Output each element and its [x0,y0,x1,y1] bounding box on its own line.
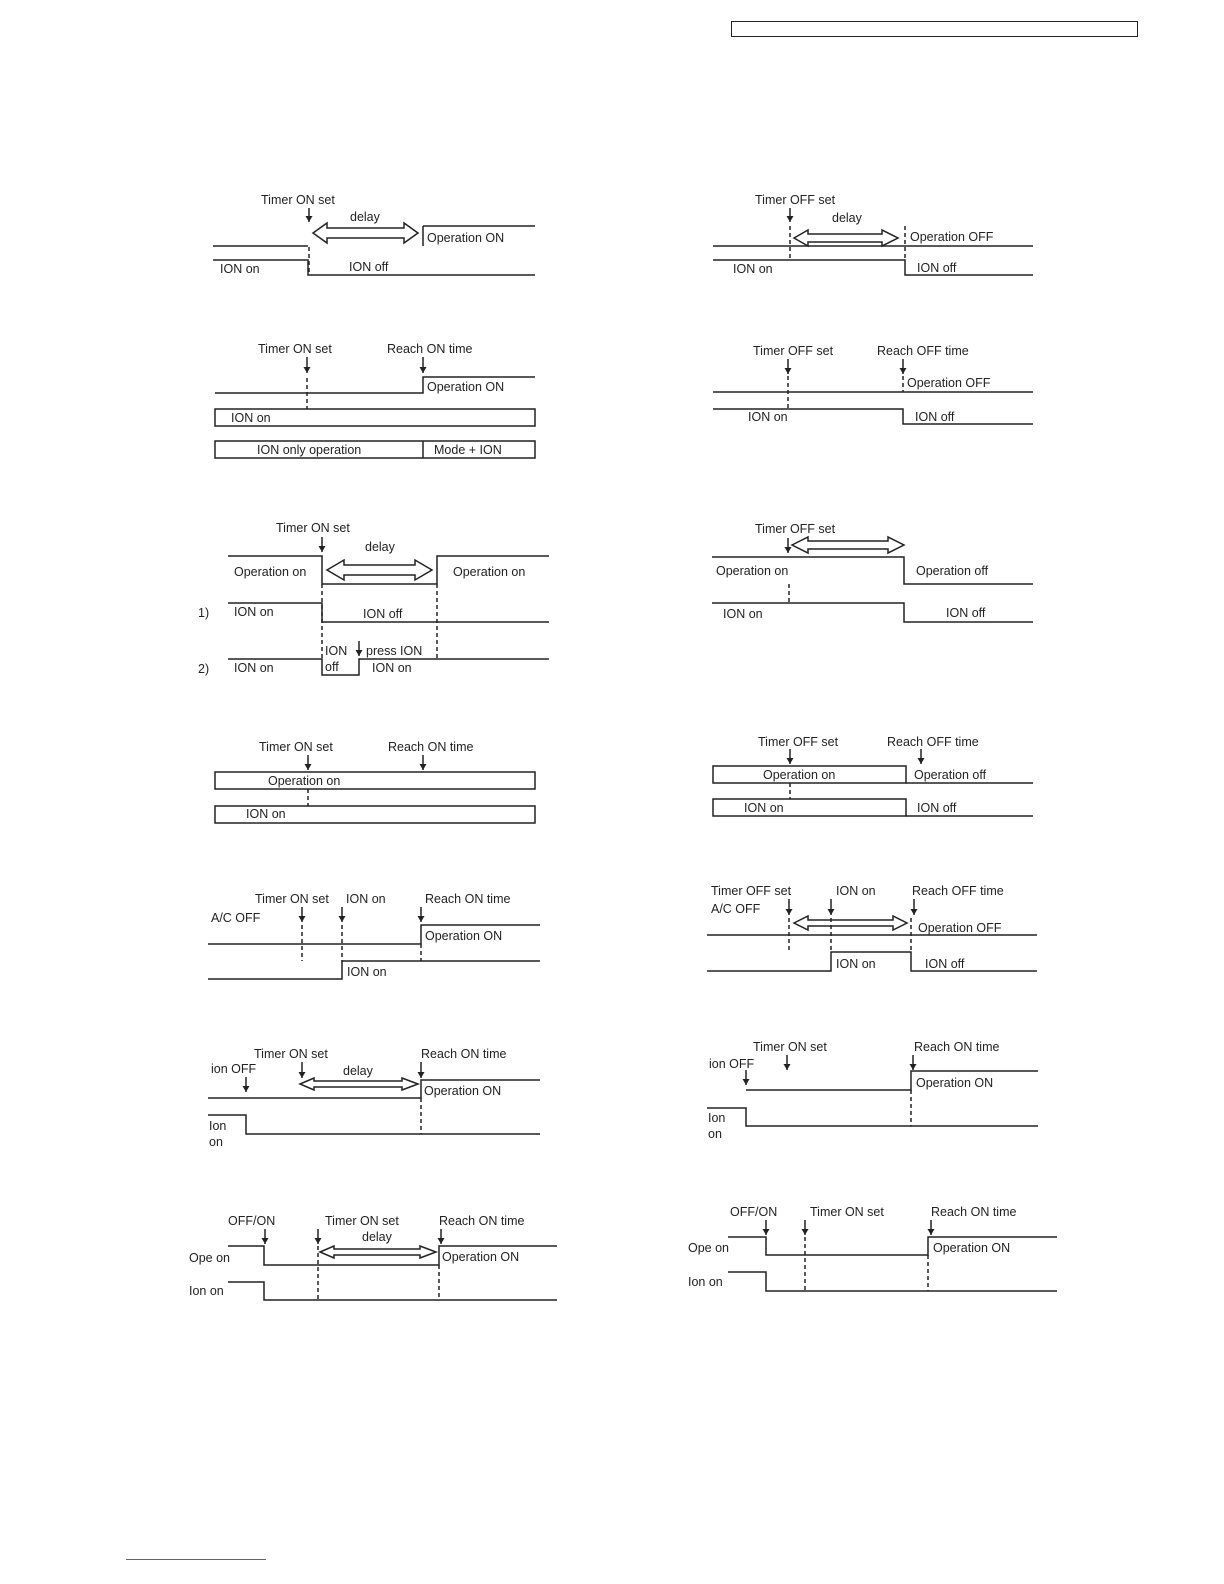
label-ion-on: ION on [234,605,274,619]
label-ion-off: ION off [363,607,403,621]
label-operation: Operation OFF [907,376,991,390]
label-delay: delay [350,210,380,224]
label-case-1: 1) [198,606,210,620]
label-delay: delay [832,211,862,225]
label-reach: Reach OFF time [877,344,969,358]
label-operation: Operation ON [933,1241,1011,1255]
label-timer-set: Timer ON set [325,1214,399,1228]
label-ion-on: ION on [744,801,784,815]
label-ion-on: ION on [347,965,387,979]
label-operation: Operation ON [425,929,503,943]
label-ion-on: ION on [231,411,271,425]
label-operation: Operation ON [427,231,505,245]
label-ion-on: ION on [733,262,773,276]
label-ion-on-event: ION on [346,892,386,906]
label-ion-on: ION on [748,410,788,424]
label-timer-set: Timer ON set [276,521,350,535]
label-timer-set: Timer ON set [258,342,332,356]
label-ion-on: ION on [234,661,274,675]
label-reach: Reach ON time [425,892,511,906]
label-ion-on: ION on [836,957,876,971]
delay-arrow-icon [794,916,907,930]
label-ion-top: Ion [209,1119,227,1133]
label-ion-on: ION on [372,661,412,675]
delay-arrow-icon [794,230,898,246]
label-press-ion: press ION [366,644,423,658]
label-case-2: 2) [198,662,210,676]
label-reach: Reach ON time [914,1040,1000,1054]
label-reach: Reach ON time [439,1214,525,1228]
label-timer-set: Timer OFF set [753,344,834,358]
label-ope-on: Ope on [688,1241,730,1255]
label-delay: delay [365,540,395,554]
label-reach: Reach ON time [421,1047,507,1061]
label-ion-off: ION off [917,261,957,275]
label-delay: delay [362,1230,392,1244]
label-timer-set: Timer ON set [753,1040,827,1054]
label-timer-set: Timer OFF set [758,735,839,749]
diagram-12 [707,1055,1038,1126]
label-ope-on: Ope on [189,1251,231,1265]
label-operation: Operation OFF [910,230,994,244]
label-ion-off: ion OFF [211,1062,257,1076]
diagram-14 [728,1220,1057,1291]
label-ion-on: Ion on [688,1275,723,1289]
footer-link-underline [126,1559,266,1560]
label-operation: Operation ON [916,1076,994,1090]
label-ion-on: ION on [246,807,286,821]
label-ion-off: ION off [915,410,955,424]
delay-arrow-icon [300,1078,418,1090]
label-ac-off: A/C OFF [711,902,761,916]
label-operation-on: Operation on [268,774,341,788]
label-off-on: OFF/ON [730,1205,778,1219]
label-ion-bottom: on [708,1127,722,1141]
label-operation: Operation ON [424,1084,502,1098]
label-timer-set: Timer ON set [254,1047,328,1061]
label-timer-set: Timer ON set [255,892,329,906]
label-ion-top: Ion [708,1111,726,1125]
label-reach: Reach ON time [931,1205,1017,1219]
label-ion-off-top: ION [325,644,348,658]
label-operation-off: Operation off [916,564,989,578]
label-ion-off: ION off [946,606,986,620]
label-ion-off: ION off [917,801,957,815]
label-off-on: OFF/ON [228,1214,276,1228]
delay-arrow-icon [313,223,418,243]
label-timer-set: Timer ON set [259,740,333,754]
label-mode-ion: Mode + ION [434,443,502,457]
label-reach: Reach OFF time [887,735,979,749]
label-delay: delay [343,1064,373,1078]
label-operation-left: Operation on [234,565,307,579]
diagram-13 [228,1229,557,1300]
label-ion-bottom: on [209,1135,223,1149]
label-ion-off: ion OFF [709,1057,755,1071]
label-ion-off-bottom: off [325,660,339,674]
label-operation-on: Operation on [763,768,836,782]
label-timer-set: Timer OFF set [755,193,836,207]
diagram-11 [208,1062,540,1134]
label-ion-on-event: ION on [836,884,876,898]
label-ac-off: A/C OFF [211,911,261,925]
label-timer-set: Timer ON set [810,1205,884,1219]
label-operation-off: Operation off [914,768,987,782]
label-ion-off: ION off [349,260,389,274]
label-timer-set: Timer ON set [261,193,335,207]
label-operation: Operation ON [427,380,505,394]
label-ion-off: ION off [925,957,965,971]
delay-arrow-icon [792,537,904,553]
label-timer-set: Timer OFF set [755,522,836,536]
label-operation-on: Operation on [716,564,789,578]
label-reach: Reach OFF time [912,884,1004,898]
delay-arrow-icon [320,1246,436,1258]
label-operation-right: Operation on [453,565,526,579]
label-operation: Operation ON [442,1250,520,1264]
label-reach: Reach ON time [388,740,474,754]
delay-arrow-icon [327,560,432,580]
label-operation: Operation OFF [918,921,1002,935]
label-ion-on: Ion on [189,1284,224,1298]
label-ion-on: ION on [723,607,763,621]
label-reach: Reach ON time [387,342,473,356]
label-timer-set: Timer OFF set [711,884,792,898]
label-ion-on: ION on [220,262,260,276]
label-ion-only: ION only operation [257,443,362,457]
